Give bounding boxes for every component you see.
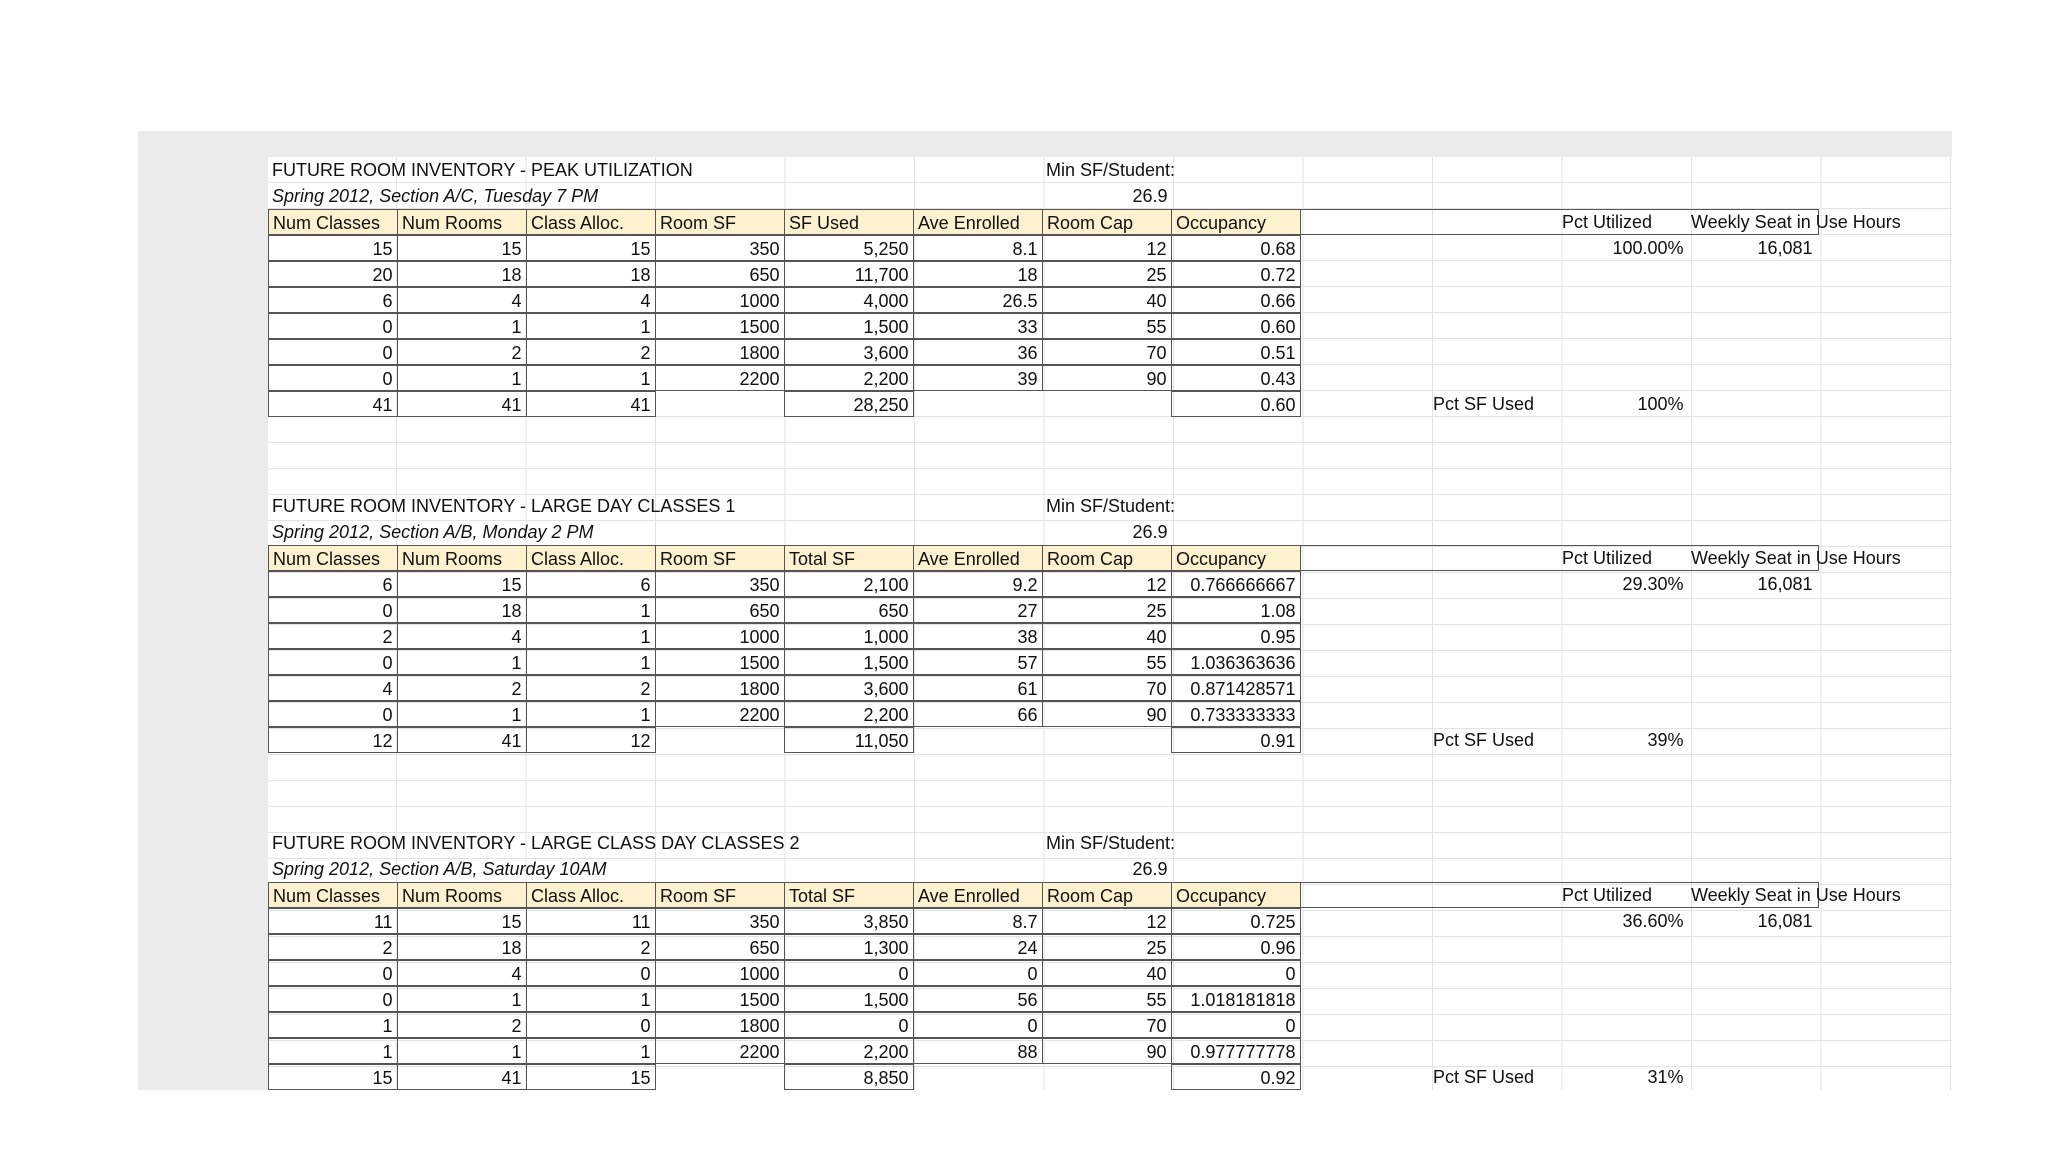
table-cell[interactable]: 1	[397, 649, 527, 675]
column-header[interactable]: Ave Enrolled	[913, 882, 1043, 908]
table-cell[interactable]: 12	[1042, 908, 1172, 934]
column-header[interactable]: Ave Enrolled	[913, 209, 1043, 235]
table-cell[interactable]: 0.72	[1171, 261, 1301, 287]
table-cell[interactable]: 12	[1042, 571, 1172, 597]
table-cell[interactable]: 4	[397, 960, 527, 986]
column-header[interactable]: Num Classes	[268, 882, 398, 908]
table-cell[interactable]: 2200	[655, 701, 785, 727]
table-cell[interactable]: 1	[397, 313, 527, 339]
table-cell[interactable]: 650	[784, 597, 914, 623]
totals-cell[interactable]	[655, 391, 785, 417]
totals-cell[interactable]	[655, 727, 785, 753]
table-cell[interactable]: 11	[268, 908, 398, 934]
column-header[interactable]: Ave Enrolled	[913, 545, 1043, 571]
table-cell[interactable]: 0	[268, 339, 398, 365]
column-header[interactable]: Occupancy	[1171, 882, 1301, 908]
table-cell[interactable]: 90	[1042, 1038, 1172, 1064]
block-subtitle[interactable]: Spring 2012, Section A/B, Saturday 10AM	[272, 859, 607, 879]
table-cell[interactable]: 0	[1171, 960, 1301, 986]
table-cell[interactable]: 1800	[655, 675, 785, 701]
column-header[interactable]: Num Classes	[268, 209, 398, 235]
pct-utilized-label[interactable]: Pct Utilized	[1562, 885, 1653, 905]
pct-sf-label[interactable]: Pct SF Used	[1433, 1067, 1535, 1087]
table-cell[interactable]: 4	[397, 287, 527, 313]
table-cell[interactable]: 18	[526, 261, 656, 287]
table-cell[interactable]: 2	[268, 623, 398, 649]
table-cell[interactable]: 6	[268, 571, 398, 597]
block-title[interactable]: FUTURE ROOM INVENTORY - PEAK UTILIZATION	[272, 160, 693, 180]
table-cell[interactable]: 0	[268, 313, 398, 339]
table-cell[interactable]: 2	[397, 1012, 527, 1038]
weekly-seat-label[interactable]: Weekly Seat in Use Hours	[1691, 548, 1901, 568]
table-cell[interactable]: 2,200	[784, 1038, 914, 1064]
table-cell[interactable]: 9.2	[913, 571, 1043, 597]
table-cell[interactable]: 1	[268, 1012, 398, 1038]
pct-utilized-value[interactable]: 36.60%	[1622, 911, 1684, 931]
table-cell[interactable]: 0	[913, 960, 1043, 986]
table-cell[interactable]: 55	[1042, 313, 1172, 339]
table-cell[interactable]: 1.08	[1171, 597, 1301, 623]
pct-utilized-label[interactable]: Pct Utilized	[1562, 548, 1653, 568]
table-cell[interactable]: 57	[913, 649, 1043, 675]
pct-sf-value[interactable]: 31%	[1647, 1067, 1684, 1087]
min-sf-value[interactable]: 26.9	[1132, 186, 1168, 206]
table-cell[interactable]: 39	[913, 365, 1043, 391]
table-cell[interactable]: 1	[397, 1038, 527, 1064]
weekly-seat-label[interactable]: Weekly Seat in Use Hours	[1691, 212, 1901, 232]
table-cell[interactable]: 2	[397, 339, 527, 365]
table-cell[interactable]: 0.68	[1171, 235, 1301, 261]
totals-cell[interactable]: 0.91	[1171, 727, 1301, 753]
table-cell[interactable]: 15	[397, 908, 527, 934]
table-cell[interactable]: 70	[1042, 339, 1172, 365]
table-cell[interactable]: 70	[1042, 675, 1172, 701]
table-cell[interactable]: 650	[655, 261, 785, 287]
totals-cell[interactable]	[655, 1064, 785, 1090]
table-cell[interactable]: 20	[268, 261, 398, 287]
table-cell[interactable]: 0.725	[1171, 908, 1301, 934]
totals-cell[interactable]	[1042, 727, 1172, 753]
column-header[interactable]: Total SF	[784, 545, 914, 571]
table-cell[interactable]: 11	[526, 908, 656, 934]
column-header[interactable]: Room Cap	[1042, 545, 1172, 571]
table-cell[interactable]: 0.51	[1171, 339, 1301, 365]
weekly-seat-value[interactable]: 16,081	[1757, 574, 1813, 594]
table-cell[interactable]: 8.7	[913, 908, 1043, 934]
table-cell[interactable]: 0.733333333	[1171, 701, 1301, 727]
column-header[interactable]: Room SF	[655, 545, 785, 571]
column-header[interactable]: Occupancy	[1171, 209, 1301, 235]
table-cell[interactable]: 61	[913, 675, 1043, 701]
table-cell[interactable]: 2	[397, 675, 527, 701]
table-cell[interactable]: 0.43	[1171, 365, 1301, 391]
table-cell[interactable]: 0.977777778	[1171, 1038, 1301, 1064]
table-cell[interactable]: 1	[526, 597, 656, 623]
table-cell[interactable]: 1,000	[784, 623, 914, 649]
table-cell[interactable]: 66	[913, 701, 1043, 727]
table-cell[interactable]: 90	[1042, 701, 1172, 727]
table-cell[interactable]: 1	[526, 701, 656, 727]
column-header[interactable]: Room Cap	[1042, 882, 1172, 908]
totals-cell[interactable]	[913, 727, 1043, 753]
table-cell[interactable]: 350	[655, 571, 785, 597]
block-title[interactable]: FUTURE ROOM INVENTORY - LARGE CLASS DAY CLASSES 2	[272, 833, 800, 853]
table-cell[interactable]: 18	[913, 261, 1043, 287]
table-cell[interactable]: 0.766666667	[1171, 571, 1301, 597]
table-cell[interactable]: 3,600	[784, 675, 914, 701]
table-cell[interactable]: 56	[913, 986, 1043, 1012]
table-cell[interactable]: 0	[268, 597, 398, 623]
weekly-seat-value[interactable]: 16,081	[1757, 911, 1813, 931]
table-cell[interactable]: 0.96	[1171, 934, 1301, 960]
table-cell[interactable]: 36	[913, 339, 1043, 365]
table-cell[interactable]: 0	[268, 986, 398, 1012]
table-cell[interactable]: 18	[397, 261, 527, 287]
pct-sf-label[interactable]: Pct SF Used	[1433, 730, 1535, 750]
table-cell[interactable]: 6	[526, 571, 656, 597]
table-cell[interactable]: 12	[1042, 235, 1172, 261]
min-sf-label[interactable]: Min SF/Student:	[1046, 496, 1176, 516]
totals-cell[interactable]: 41	[397, 391, 527, 417]
table-cell[interactable]: 3,850	[784, 908, 914, 934]
table-cell[interactable]: 2	[268, 934, 398, 960]
table-cell[interactable]: 0	[526, 960, 656, 986]
table-cell[interactable]: 15	[268, 235, 398, 261]
column-header[interactable]: Class Alloc.	[526, 882, 656, 908]
table-cell[interactable]: 25	[1042, 261, 1172, 287]
spreadsheet-grid	[138, 131, 1952, 1090]
table-cell[interactable]: 1,500	[784, 649, 914, 675]
table-cell[interactable]: 1	[397, 365, 527, 391]
table-cell[interactable]: 4	[397, 623, 527, 649]
block-subtitle[interactable]: Spring 2012, Section A/B, Monday 2 PM	[272, 522, 594, 542]
table-cell[interactable]: 2,200	[784, 701, 914, 727]
table-cell[interactable]: 15	[526, 235, 656, 261]
table-cell[interactable]: 70	[1042, 1012, 1172, 1038]
table-cell[interactable]: 0	[268, 960, 398, 986]
table-cell[interactable]: 55	[1042, 986, 1172, 1012]
table-cell[interactable]: 1	[397, 986, 527, 1012]
table-cell[interactable]: 1.036363636	[1171, 649, 1301, 675]
table-cell[interactable]: 1800	[655, 1012, 785, 1038]
table-cell[interactable]: 24	[913, 934, 1043, 960]
pct-sf-label[interactable]: Pct SF Used	[1433, 394, 1535, 414]
table-cell[interactable]: 11,700	[784, 261, 914, 287]
totals-cell[interactable]: 28,250	[784, 391, 914, 417]
table-cell[interactable]: 25	[1042, 597, 1172, 623]
totals-cell[interactable]: 15	[526, 1064, 656, 1090]
table-cell[interactable]: 1,300	[784, 934, 914, 960]
table-cell[interactable]: 1500	[655, 986, 785, 1012]
table-cell[interactable]: 15	[397, 571, 527, 597]
table-cell[interactable]: 1500	[655, 649, 785, 675]
column-header[interactable]: Room SF	[655, 882, 785, 908]
table-cell[interactable]: 27	[913, 597, 1043, 623]
table-cell[interactable]: 1	[526, 986, 656, 1012]
table-cell[interactable]: 1000	[655, 623, 785, 649]
table-cell[interactable]: 6	[268, 287, 398, 313]
column-header[interactable]: Room SF	[655, 209, 785, 235]
table-cell[interactable]: 0	[268, 365, 398, 391]
block-subtitle[interactable]: Spring 2012, Section A/C, Tuesday 7 PM	[272, 186, 599, 206]
column-header[interactable]: Room Cap	[1042, 209, 1172, 235]
min-sf-value[interactable]: 26.9	[1132, 859, 1168, 879]
totals-cell[interactable]: 8,850	[784, 1064, 914, 1090]
table-cell[interactable]: 2	[526, 675, 656, 701]
table-cell[interactable]: 0	[526, 1012, 656, 1038]
weekly-seat-value[interactable]: 16,081	[1757, 238, 1813, 258]
table-cell[interactable]: 2,200	[784, 365, 914, 391]
column-header[interactable]: Num Rooms	[397, 209, 527, 235]
table-cell[interactable]: 0	[1171, 1012, 1301, 1038]
table-cell[interactable]: 4,000	[784, 287, 914, 313]
table-cell[interactable]: 650	[655, 934, 785, 960]
table-cell[interactable]: 1	[526, 1038, 656, 1064]
table-cell[interactable]: 0	[913, 1012, 1043, 1038]
table-cell[interactable]: 4	[268, 675, 398, 701]
table-cell[interactable]: 650	[655, 597, 785, 623]
column-header[interactable]: Num Rooms	[397, 545, 527, 571]
table-cell[interactable]: 0	[784, 960, 914, 986]
table-cell[interactable]: 18	[397, 934, 527, 960]
table-cell[interactable]: 2	[526, 339, 656, 365]
table-cell[interactable]: 1800	[655, 339, 785, 365]
table-cell[interactable]: 2200	[655, 1038, 785, 1064]
min-sf-label[interactable]: Min SF/Student:	[1046, 160, 1176, 180]
table-cell[interactable]: 1	[397, 701, 527, 727]
table-cell[interactable]: 0.60	[1171, 313, 1301, 339]
table-cell[interactable]: 55	[1042, 649, 1172, 675]
totals-cell[interactable]	[913, 1064, 1043, 1090]
table-cell[interactable]: 90	[1042, 365, 1172, 391]
column-header[interactable]: Num Rooms	[397, 882, 527, 908]
table-cell[interactable]: 38	[913, 623, 1043, 649]
totals-cell[interactable]: 41	[397, 1064, 527, 1090]
totals-cell[interactable]: 12	[526, 727, 656, 753]
column-header[interactable]: Occupancy	[1171, 545, 1301, 571]
table-cell[interactable]: 1	[268, 1038, 398, 1064]
column-header[interactable]: Class Alloc.	[526, 545, 656, 571]
totals-cell[interactable]	[1042, 391, 1172, 417]
totals-cell[interactable]: 0.92	[1171, 1064, 1301, 1090]
table-cell[interactable]: 4	[526, 287, 656, 313]
table-cell[interactable]: 1,500	[784, 313, 914, 339]
table-cell[interactable]: 18	[397, 597, 527, 623]
column-header[interactable]: Num Classes	[268, 545, 398, 571]
totals-cell[interactable]: 15	[268, 1064, 398, 1090]
min-sf-value[interactable]: 26.9	[1132, 522, 1168, 542]
table-cell[interactable]: 1	[526, 623, 656, 649]
totals-cell[interactable]: 11,050	[784, 727, 914, 753]
pct-sf-value[interactable]: 39%	[1647, 730, 1684, 750]
table-cell[interactable]: 15	[397, 235, 527, 261]
totals-cell[interactable]: 12	[268, 727, 398, 753]
table-cell[interactable]: 1500	[655, 313, 785, 339]
table-cell[interactable]: 1,500	[784, 986, 914, 1012]
totals-cell[interactable]	[1042, 1064, 1172, 1090]
table-cell[interactable]: 2	[526, 934, 656, 960]
table-cell[interactable]: 350	[655, 235, 785, 261]
table-cell[interactable]: 1	[526, 313, 656, 339]
table-cell[interactable]: 40	[1042, 623, 1172, 649]
table-cell[interactable]: 1	[526, 649, 656, 675]
block-title[interactable]: FUTURE ROOM INVENTORY - LARGE DAY CLASSES 1	[272, 496, 736, 516]
weekly-seat-label[interactable]: Weekly Seat in Use Hours	[1691, 885, 1901, 905]
table-cell[interactable]: 1000	[655, 960, 785, 986]
table-cell[interactable]: 25	[1042, 934, 1172, 960]
table-cell[interactable]: 88	[913, 1038, 1043, 1064]
pct-sf-value[interactable]: 100%	[1637, 394, 1684, 414]
table-cell[interactable]: 1.018181818	[1171, 986, 1301, 1012]
table-cell[interactable]: 2,100	[784, 571, 914, 597]
table-cell[interactable]: 1	[526, 365, 656, 391]
table-cell[interactable]: 3,600	[784, 339, 914, 365]
min-sf-label[interactable]: Min SF/Student:	[1046, 833, 1176, 853]
table-cell[interactable]: 0.871428571	[1171, 675, 1301, 701]
table-cell[interactable]: 26.5	[913, 287, 1043, 313]
column-header[interactable]: SF Used	[784, 209, 914, 235]
column-header[interactable]: Class Alloc.	[526, 209, 656, 235]
table-cell[interactable]: 0.66	[1171, 287, 1301, 313]
table-cell[interactable]: 350	[655, 908, 785, 934]
totals-cell[interactable]: 41	[526, 391, 656, 417]
table-cell[interactable]: 0	[268, 649, 398, 675]
table-cell[interactable]: 1000	[655, 287, 785, 313]
totals-cell[interactable]: 0.60	[1171, 391, 1301, 417]
table-cell[interactable]: 5,250	[784, 235, 914, 261]
table-cell[interactable]: 40	[1042, 287, 1172, 313]
table-cell[interactable]: 8.1	[913, 235, 1043, 261]
table-cell[interactable]: 0	[268, 701, 398, 727]
pct-utilized-value[interactable]: 100.00%	[1612, 238, 1684, 258]
pct-utilized-value[interactable]: 29.30%	[1622, 574, 1684, 594]
table-cell[interactable]: 33	[913, 313, 1043, 339]
pct-utilized-label[interactable]: Pct Utilized	[1562, 212, 1653, 232]
table-cell[interactable]: 0.95	[1171, 623, 1301, 649]
column-header[interactable]: Total SF	[784, 882, 914, 908]
table-cell[interactable]: 0	[784, 1012, 914, 1038]
totals-cell[interactable]	[913, 391, 1043, 417]
table-cell[interactable]: 40	[1042, 960, 1172, 986]
totals-cell[interactable]: 41	[397, 727, 527, 753]
totals-cell[interactable]: 41	[268, 391, 398, 417]
table-cell[interactable]: 2200	[655, 365, 785, 391]
